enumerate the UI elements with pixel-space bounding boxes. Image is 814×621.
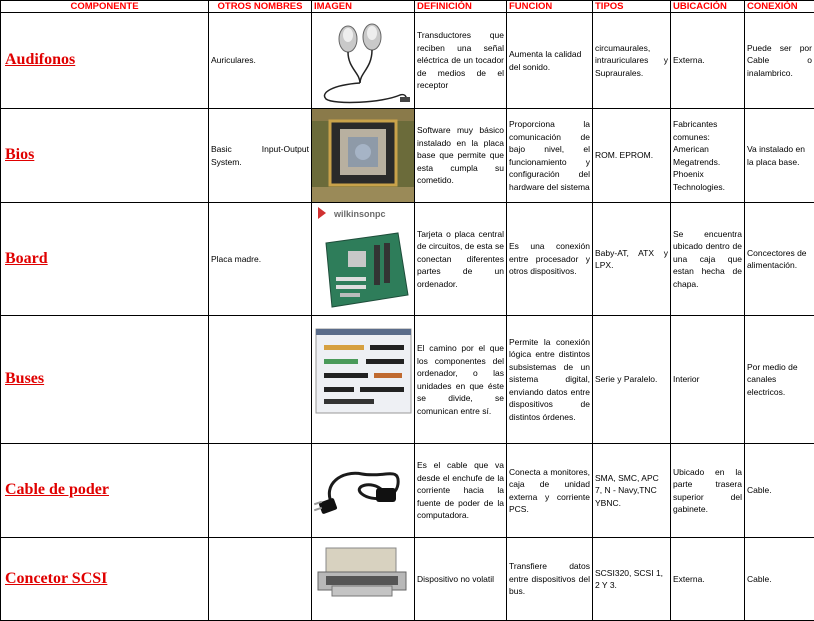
scsi-connector-icon (312, 538, 415, 620)
types: SMA, SMC, APC 7, N - Navy,TNC YBNC. (593, 444, 671, 538)
bios-chip-icon (312, 109, 415, 202)
header-conexion: CONEXIÓN (745, 1, 814, 13)
function: Conecta a monitores, caja de unidad externa y corriente PCS. (507, 444, 593, 538)
function: Transfiere datos entre dispositivos del bus. (507, 538, 593, 621)
header-definicion: DEFINICIÓN (415, 1, 507, 13)
headphones-icon (312, 13, 415, 108)
function: Proporciona la comunicación de bajo nivel, el funcionamiento y configuración del hardware del sistema (507, 109, 593, 203)
component-name: Buses (1, 316, 209, 444)
component-name: Concetor SCSI (1, 538, 209, 621)
function: Es una conexión entre procesador y otros dispositivos. (507, 203, 593, 316)
location: Externa. (671, 13, 745, 109)
other-names (209, 316, 312, 444)
table-row (1, 13, 814, 109)
definition: El camino por el que los componentes del ordenador, o las unidades en que éste se divide, se comunican entre sí. (415, 316, 507, 444)
power-cable-icon (312, 444, 415, 537)
location: Ubicado en la parte trasera superior del gabinete. (671, 444, 745, 538)
table-row (1, 444, 814, 538)
types: Serie y Paralelo. (593, 316, 671, 444)
other-names: Auriculares. (209, 13, 312, 109)
header-tipos: TIPOS (593, 1, 671, 13)
table-row (1, 109, 814, 203)
image-cell (312, 538, 415, 621)
bus-slots-icon (312, 317, 415, 443)
definition: Tarjeta o placa central de circuitos, de esta se conectan diferentes partes de un ordenador. (415, 203, 507, 316)
connection: Por medio de canales electricos. (745, 316, 814, 444)
component-name: Board (1, 203, 209, 316)
definition: Es el cable que va desde el enchufe de la corriente hacia la fuente de poder de la computadora. (415, 444, 507, 538)
connection: Concectores de alimentación. (745, 203, 814, 316)
image-cell (312, 109, 415, 203)
image-cell (312, 203, 415, 316)
types: circumaurales, intrauriculares y Supraurales. (593, 13, 671, 109)
header-imagen: IMAGEN (312, 1, 415, 13)
header-row (1, 1, 814, 13)
component-name: Audifonos (1, 13, 209, 109)
header-funcion: FUNCION (507, 1, 593, 13)
types: ROM. EPROM. (593, 109, 671, 203)
connection: Cable. (745, 444, 814, 538)
image-cell (312, 316, 415, 444)
other-names: Placa madre. (209, 203, 312, 316)
location: Se encuentra ubicado dentro de una caja que estan hecha de chapa. (671, 203, 745, 316)
definition: Software muy básico instalado en la placa base que permite que esta cumpla su cometido. (415, 109, 507, 203)
other-names (209, 538, 312, 621)
definition: Transductores que reciben una señal eléctrica de un tocador de medios de el receptor (415, 13, 507, 109)
location: Fabricantes comunes: American Megatrends. Phoenix Technologies. (671, 109, 745, 203)
table-row (1, 538, 814, 621)
function: Aumenta la calidad del sonido. (507, 13, 593, 109)
table-row (1, 203, 814, 316)
definition: Dispositivo no volatil (415, 538, 507, 621)
other-names: Basic Input-Output System. (209, 109, 312, 203)
component-name: Cable de poder (1, 444, 209, 538)
image-cell (312, 444, 415, 538)
image-cell (312, 13, 415, 109)
component-name: Bios (1, 109, 209, 203)
table-row (1, 316, 814, 444)
types: Baby-AT, ATX y LPX. (593, 203, 671, 316)
location: Externa. (671, 538, 745, 621)
location: Interior (671, 316, 745, 444)
header-otros-nombres: OTROS NOMBRES (209, 1, 312, 13)
connection: Va instalado en la placa base. (745, 109, 814, 203)
connection: Cable. (745, 538, 814, 621)
header-ubicacion: UBICACIÓN (671, 1, 745, 13)
motherboard-icon (312, 203, 415, 315)
board-logo: wilkinsonpc (334, 209, 386, 219)
types: SCSI320, SCSI 1, 2 Y 3. (593, 538, 671, 621)
function: Permite la conexión lógica entre distintos subsistemas de un sistema digital, enviando datos entre dispositivos de distintos órdenes. (507, 316, 593, 444)
connection: Puede ser por Cable o inalambrico. (745, 13, 814, 109)
other-names (209, 444, 312, 538)
header-componente: COMPONENTE (1, 1, 209, 13)
